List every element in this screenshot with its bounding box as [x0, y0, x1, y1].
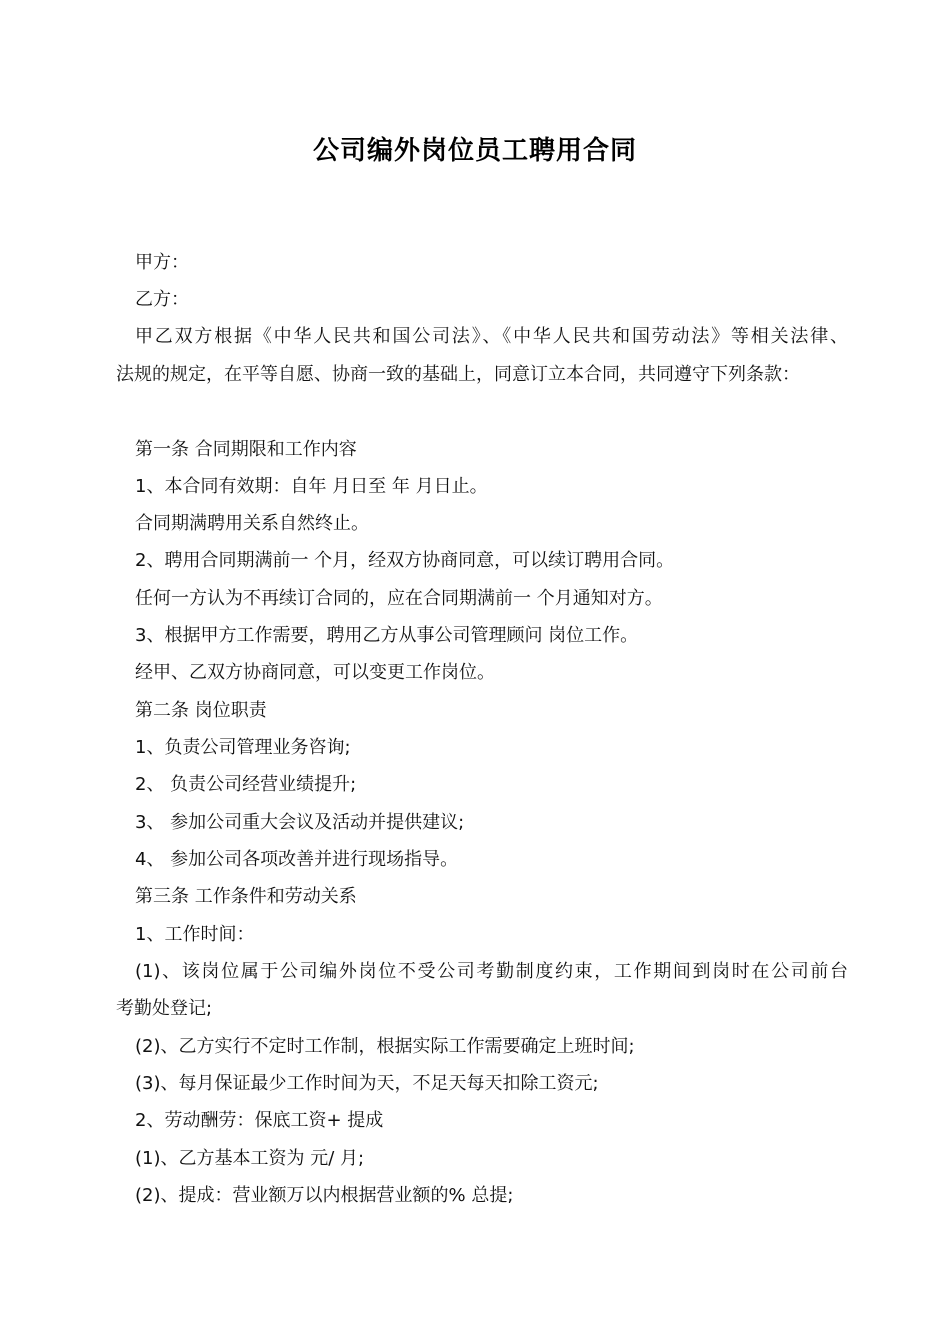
clause-2-3: 3、 参加公司重大会议及活动并提供建议; [135, 812, 465, 833]
clause-1-3-note: 经甲、乙双方协商同意，可以变更工作岗位。 [135, 662, 495, 683]
clause-2-2: 2、 负责公司经营业绩提升; [135, 774, 357, 795]
party-b-line: 乙方： [135, 289, 189, 310]
party-a-line: 甲方： [135, 252, 189, 273]
clause-2-4: 4、 参加公司各项改善并进行现场指导。 [135, 849, 459, 870]
clause-3-1-3: (3)、每月保证最少工作时间为天，不足天每天扣除工资元; [135, 1073, 599, 1094]
clause-3-1-1-line-2: 考勤处登记; [116, 998, 213, 1019]
clause-1-1-note: 合同期满聘用关系自然终止。 [135, 513, 369, 534]
article-1-heading: 第一条 合同期限和工作内容 [135, 439, 357, 460]
clause-3-1-1-line-1: (1)、该岗位属于公司编外岗位不受公司考勤制度约束，工作期间到岗时在公司前台 [135, 961, 848, 982]
article-3-heading: 第三条 工作条件和劳动关系 [135, 886, 357, 907]
preamble-line-2: 法规的规定，在平等自愿、协商一致的基础上，同意订立本合同，共同遵守下列条款： [116, 364, 800, 385]
clause-1-2: 2、聘用合同期满前一 个月，经双方协商同意，可以续订聘用合同。 [135, 550, 675, 571]
clause-3-2: 2、劳动酬劳：保底工资+ 提成 [135, 1110, 384, 1131]
article-2-heading: 第二条 岗位职责 [135, 700, 267, 721]
clause-3-2-1: (1)、乙方基本工资为 元/ 月; [135, 1148, 365, 1169]
clause-3-1: 1、工作时间： [135, 924, 255, 945]
preamble-line-1: 甲乙双方根据《中华人民共和国公司法》、《中华人民共和国劳动法》等相关法律、 [135, 326, 848, 347]
clause-3-1-2: (2)、乙方实行不定时工作制，根据实际工作需要确定上班时间; [135, 1036, 635, 1057]
clause-1-3: 3、根据甲方工作需要，聘用乙方从事公司管理顾问 岗位工作。 [135, 625, 639, 646]
clause-2-1: 1、负责公司管理业务咨询; [135, 737, 351, 758]
clause-1-2-note: 任何一方认为不再续订合同的，应在合同期满前一 个月通知对方。 [135, 588, 663, 609]
clause-3-2-2: (2)、提成：营业额万以内根据营业额的% 总提; [135, 1185, 514, 1206]
document-title: 公司编外岗位员工聘用合同 [312, 136, 637, 166]
clause-1-1: 1、本合同有效期：自年 月日至 年 月日止。 [135, 476, 488, 497]
